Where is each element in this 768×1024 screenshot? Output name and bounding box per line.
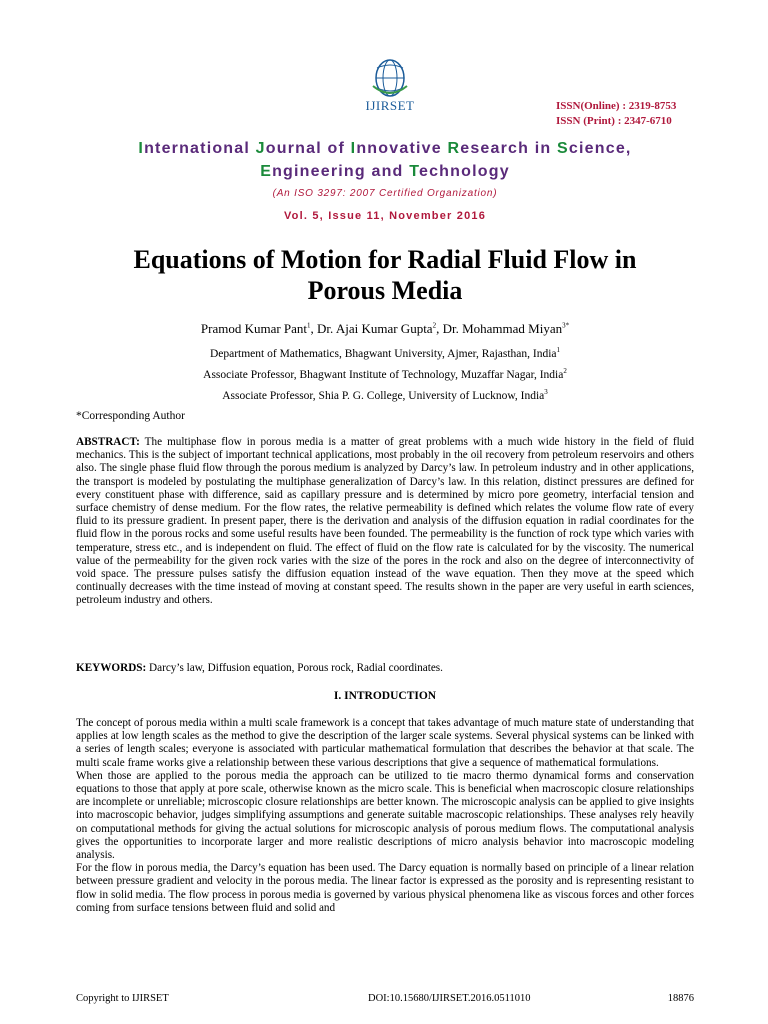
journal-title-line2: Engineering and Technology	[260, 163, 510, 180]
footer-copyright: Copyright to IJIRSET	[76, 993, 169, 1004]
globe-logo-icon	[355, 56, 425, 100]
keywords	[76, 662, 694, 675]
logo-text: IJIRSET	[365, 98, 415, 113]
journal-title-line1: International Journal of Innovative Research in Science,	[138, 140, 632, 157]
certification-note: (An ISO 3297: 2007 Certified Organization)	[272, 188, 498, 199]
intro-paragraph-2: When those are applied to the porous media the approach can be utilized to tie macro thermo dynamical forms and conservation equations to those that apply at pore scale, otherwise known as the micro scale. This is beneficial when macroscopic closure relationships are incomplete or unreliable; microscopic closure relationships are better known. The microscopic analysis can be applied to give insights into macroscopic behavior, judges simplifying assumptions and generate suitable macroscopic relationships. These analyses rely heavily on computational methods for giving the actual solutions for microscopic analysis of porous medium flows. The computational analysis gives the opportunities to incorporate larger and more realistic descriptions of micro analysis behavior into macroscopic modeling analysis.	[76, 769, 694, 862]
introduction-body	[76, 717, 694, 915]
journal-logo	[355, 56, 425, 116]
intro-paragraph-1: The concept of porous media within a multi scale framework is a concept that takes advantage of much mature state of understanding that applies at low length scales as the method to give the description of the larger scale systems. Several physical systems can be linked with a series of length scales; everyone is associated with particular mathematical formulation that describes the behavior at that scale. The multi scale frame works give a relationship between these various descriptions that give a sequence of mathematical formulations.	[76, 717, 694, 769]
footer-doi[interactable]: DOI:10.15680/IJIRSET.2016.0511010	[368, 993, 531, 1004]
affiliation-3: Associate Professor, Shia P. G. College, University of Lucknow, India$^3$	[222, 388, 548, 402]
keywords-label: KEYWORDS:	[76, 662, 147, 674]
section-heading-introduction: I. INTRODUCTION	[333, 690, 437, 702]
intro-paragraph-3: For the flow in porous media, the Darcy’s equation has been used. The Darcy equation is normally based on principle of a linear relation between pressure gradient and velocity in the porous media. The linear factor is expressed as the porosity and is representing resistant to flow in solid media. The flow process in porous media is governed by various physical phenomena like as viscous forces and other forces coming from surface tensions between fluid and solid and	[76, 862, 694, 914]
journal-title	[80, 137, 690, 183]
footer-page-number: 18876	[667, 993, 694, 1004]
issn-block	[556, 99, 676, 129]
issn-print: ISSN (Print) : 2347-6710	[556, 115, 672, 127]
volume-issue: Vol. 5, Issue 11, November 2016	[283, 210, 487, 222]
abstract	[76, 436, 694, 608]
affiliation-1: Department of Mathematics, Bhagwant University, Ajmer, Rajasthan, India$^1$	[209, 346, 561, 360]
author-list: Pramod Kumar Pant$^1$, Dr. Ajai Kumar Gupta$^2$, Dr. Mohammad Miyan$^{3*}$	[200, 321, 570, 336]
abstract-text: The multiphase flow in porous media is a matter of great problems with a much wide history in the field of fluid mechanics. This is the subject of important technical applications, most probably in the oil recovery from petroleum reservoirs and others also. The single phase fluid flow through the porous medium is analyzed by Darcy’s law. In petroleum industry and in other applications, the transport is modeled by postulating the multiphase generalization of Darcy’s law. In this relation, distinct pressures are defined for every constituent phase with difference, said as capillary pressure and is determined by micro pore geometry, interfacial tension and surface chemistry of dense medium. For the flow rates, the relative permeability is defined which relates the volume flow rate of every fluid to its pressure gradient. In present paper, there is the derivation and analysis of the diffusion equation in radial coordinates for the fluid flow in the porous rocks and some useful results have been founded. The permeability is the function of rock type which varies with temperature, stress etc., and is independent on fluid. The effect of fluid on the flow rate is calculated for by the viscosity. The numerical value of the permeability for the given rock varies with the size of the pores in the rock and also on the degree of interconnectivity of void space. The pressure pulses satisfy the diffusion equation instead of the wave equation. Then they move at the speed which continually decreases with the time instead of moving at constant speed. The results shown in the paper are very useful in earth sciences, petroleum industry and others.	[76, 436, 694, 607]
keywords-text: Darcy’s law, Diffusion equation, Porous rock, Radial coordinates.	[146, 662, 443, 674]
paper-title: Equations of Motion for Radial Fluid Flow in Porous Media	[133, 245, 637, 305]
corresponding-author-note: *Corresponding Author	[76, 410, 185, 422]
affiliation-2: Associate Professor, Bhagwant Institute of Technology, Muzaffar Nagar, India$^2$	[203, 367, 567, 381]
issn-online: ISSN(Online) : 2319-8753	[556, 100, 677, 112]
abstract-label: ABSTRACT:	[76, 436, 140, 448]
